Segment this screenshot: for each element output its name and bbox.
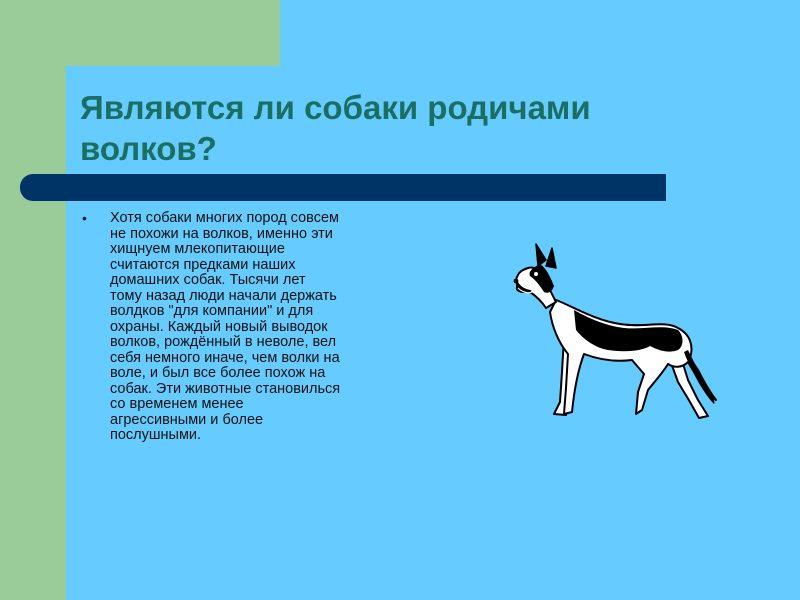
body-line: хищнуем млекопитающие bbox=[110, 241, 285, 257]
background-green-corner bbox=[0, 0, 280, 66]
body-line: себя немного иначе, чем волки на bbox=[110, 349, 340, 366]
background-green-strip bbox=[0, 0, 66, 600]
body-line: волков, рождённый в неволе, вел bbox=[110, 334, 337, 350]
bullet-dot: • bbox=[82, 210, 87, 226]
title-underline-bar bbox=[20, 174, 666, 201]
body-line: не похожи на волков, именно эти bbox=[110, 225, 333, 242]
german-shepherd-dog-illustration bbox=[512, 242, 717, 422]
slide-title bbox=[80, 87, 680, 169]
body-line: считаются предками наших bbox=[110, 256, 296, 273]
body-paragraph bbox=[110, 211, 410, 444]
slide-title-line: Являются ли собаки родичами bbox=[80, 89, 591, 126]
body-line: послушными. bbox=[110, 427, 202, 443]
body-line: тому назад люди начали держать bbox=[110, 287, 337, 304]
body-line: охраны. Каждый новый выводок bbox=[110, 318, 328, 335]
slide-title-line: волков? bbox=[80, 130, 217, 167]
body-line: волдков "для компании" и для bbox=[110, 303, 314, 319]
body-line: домашних собак. Тысячи лет bbox=[110, 272, 306, 288]
body-line: воле, и был все более похож на bbox=[110, 365, 326, 381]
body-line: Хотя собаки многих пород совсем bbox=[110, 210, 339, 226]
body-line: со временем менее bbox=[110, 396, 244, 412]
body-line: собак. Эти животные становилься bbox=[110, 380, 341, 397]
body-line: агрессивными и более bbox=[110, 411, 264, 428]
